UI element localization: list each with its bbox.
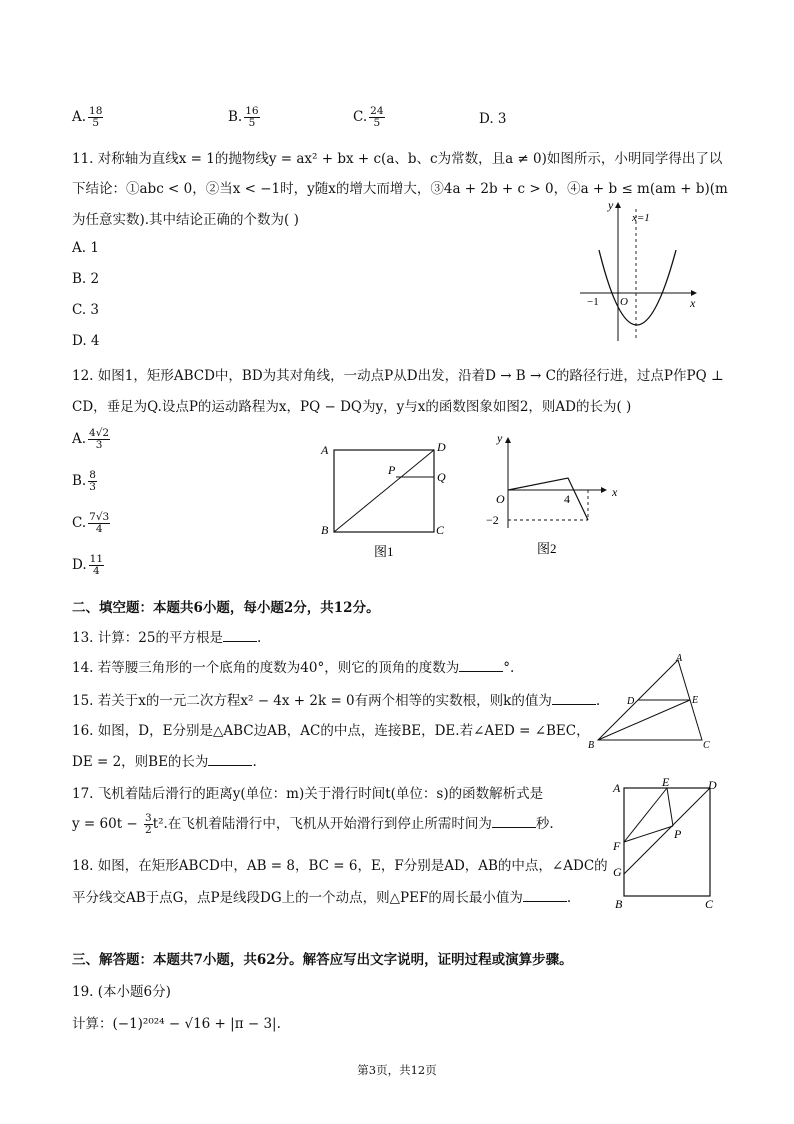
q12-option-b: B. $\frac{8}{3}$ (72, 469, 96, 493)
label-b: B (615, 897, 623, 911)
q12-option-c: C. $\frac{7√3}{4}$ (72, 511, 110, 535)
caption-fig1: 图1 (374, 544, 394, 559)
label-b: B (588, 740, 595, 751)
segment-ef (624, 788, 667, 842)
q12-line-1: 12. 如图1，矩形ABCD中，BD为其对角线，一动点P从D出发，沿着D → B → C的路径行进，过点P作PQ ⊥ (72, 368, 724, 384)
q11-line-3: 为任意实数).其中结论正确的个数为( ) (72, 212, 299, 228)
label-a: A (321, 443, 329, 457)
label-d: D (708, 778, 717, 792)
q12-figure-1 (316, 436, 456, 562)
q13: 13. 计算：25的平方根是 . (72, 630, 262, 646)
q12-line-2: CD，垂足为Q.设点P的运动路程为x，PQ − DQ为y，y与x的函数图象如图2，则AD的长为( ) (72, 399, 632, 415)
rectangle-abcd (624, 788, 710, 896)
answer-blank[interactable] (523, 889, 567, 902)
q11-parabola-figure (574, 195, 704, 347)
label-c: C (705, 897, 714, 911)
parabola-curve (599, 250, 676, 325)
q11-option-d: D. 4 (72, 333, 100, 349)
answer-blank[interactable] (492, 815, 536, 828)
x-label: x (612, 485, 618, 499)
label-a: A (676, 653, 683, 664)
q16-triangle-figure (586, 652, 716, 752)
neg-two-label: −2 (486, 513, 499, 527)
label-p: P (674, 827, 682, 841)
label-a: A (613, 781, 621, 795)
diagonal-bd (334, 450, 434, 532)
y-label: y (608, 198, 614, 212)
q11-option-b: B. 2 (72, 271, 100, 287)
q11-option-a: A. 1 (72, 240, 99, 256)
q19-title: 19. (本小题6分) (72, 984, 171, 1000)
q12-figure-2 (482, 428, 628, 562)
q10-option-d: D. 3 (479, 111, 507, 127)
q17-line-2: y = 60t − $\frac{3}{2}$ t².在飞机着陆滑行中，飞机从开始滑行到停止所需时间为 秒. (72, 812, 554, 836)
q10-option-c: C. $\frac{24}{5}$ (353, 105, 384, 129)
answer-blank[interactable] (208, 753, 252, 766)
q18-line-2: 平分线交AB于点G，点P是线段DG上的一个动点，则△PEF的周长最小值为 . (72, 890, 572, 906)
segment-dg (624, 788, 710, 874)
symmetry-label: x=1 (632, 212, 650, 224)
y-label: y (497, 431, 503, 445)
q15: 15. 若关于x的一元二次方程x² − 4x + 2k = 0有两个相等的实数根，则k的值为 . (72, 693, 601, 709)
label-q: Q (437, 470, 446, 484)
q10-option-a: A. $\frac{18}{5}$ (72, 105, 103, 129)
q17-line-1: 17. 飞机着陆后滑行的距离y(单位：m)关于滑行时间t(单位：s)的函数解析式是 (72, 786, 544, 802)
q12-option-a: A. $\frac{4√2}{3}$ (72, 427, 110, 451)
answer-blank[interactable] (459, 659, 503, 672)
segment-be (598, 700, 690, 740)
section-3-heading: 三、解答题：本题共7小题，共62分。解答应写出文字说明，证明过程或演算步骤。 (72, 952, 573, 968)
q18-line-1: 18. 如图，在矩形ABCD中，AB = 8，BC = 6，E，F分别是AD，AB的中点，∠ADC的 (72, 858, 608, 874)
label-g: G (613, 865, 622, 879)
q18-rectangle-figure (608, 776, 728, 914)
label-e: E (662, 776, 670, 789)
label-p: P (388, 463, 396, 477)
label-e: E (692, 695, 699, 706)
page-footer: 第3页，共12页 (357, 1063, 437, 1077)
four-label: 4 (564, 492, 570, 506)
label-b: B (321, 523, 329, 537)
answer-blank[interactable] (223, 629, 257, 642)
q12-option-d: D. $\frac{11}{4}$ (72, 553, 104, 577)
q10-option-b: B. $\frac{16}{5}$ (228, 105, 259, 129)
segment-fp (624, 826, 673, 842)
q16-line-2: DE = 2，则BE的长为 . (72, 754, 257, 770)
origin-label: O (496, 492, 505, 506)
origin-label: O (620, 296, 628, 308)
section-2-heading: 二、填空题：本题共6小题，每小题2分，共12分。 (72, 600, 380, 616)
q19-body: 计算：(−1)²⁰²⁴ − √16 + |π − 3|. (72, 1016, 281, 1032)
q14: 14. 若等腰三角形的一个底角的度数为40°，则它的顶角的度数为 °. (72, 660, 515, 676)
q11-option-c: C. 3 (72, 302, 100, 318)
label-c: C (436, 523, 445, 537)
label-f: F (613, 839, 621, 853)
function-graph (508, 478, 588, 520)
label-c: C (703, 740, 710, 751)
q11-line-2: 下结论：①abc < 0，②当x < −1时，y随x的增大而增大，③4a + 2b + c > 0，④a + b ≤ m(am + b)(m (72, 181, 728, 197)
q16-line-1: 16. 如图，D，E分别是△ABC边AB，AC的中点，连接BE，DE.若∠AED = ∠BEC， (72, 723, 590, 739)
label-d: D (437, 440, 446, 454)
x-label: x (690, 296, 696, 310)
q11-line-1: 11. 对称轴为直线x = 1的抛物线y = ax² + bx + c(a、b、c为常数，且a ≠ 0)如图所示，小明同学得出了以 (72, 151, 723, 167)
caption-fig2: 图2 (537, 541, 557, 556)
label-d: D (627, 696, 635, 707)
segment-ep (667, 788, 673, 826)
neg-one-label: −1 (587, 296, 599, 308)
